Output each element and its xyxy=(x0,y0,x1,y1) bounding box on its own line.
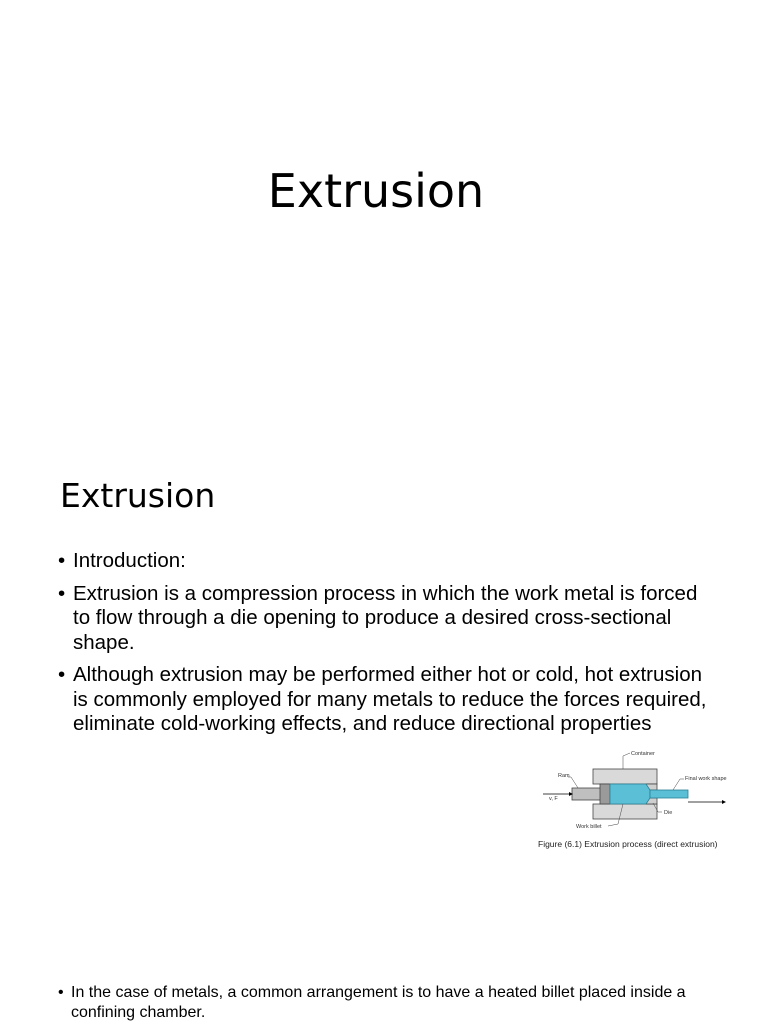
bullet-list xyxy=(58,549,718,745)
label-work-billet: Work billet xyxy=(576,824,602,830)
label-container: Container xyxy=(631,751,655,757)
ram-head xyxy=(600,784,610,804)
container-bottom xyxy=(593,804,657,819)
container-top xyxy=(593,769,657,784)
bottom-bullet-list xyxy=(58,983,738,1023)
label-final-shape: Final work shape xyxy=(685,776,727,782)
ram xyxy=(572,788,602,800)
work-billet xyxy=(610,784,650,804)
figure-caption: Figure (6.1) Extrusion process (direct extrusion) xyxy=(538,839,718,849)
bullet-definition: • Extrusion is a compression process in which the work metal is forced to flow through a die opening to produce a desired cross-sectional shape. xyxy=(58,582,718,656)
bullet-hot-cold: • Although extrusion may be performed either hot or cold, hot extrusion is commonly employed for many metals to reduce the forces required, eliminate cold-working effects, and reduce directional properties xyxy=(58,663,718,737)
label-force: v, F xyxy=(549,796,558,802)
slide-title: Extrusion xyxy=(267,164,485,218)
extrusion-diagram xyxy=(538,748,730,852)
bullet-metals-arrangement: • In the case of metals, a common arrangement is to have a heated billet placed inside a confining chamber. xyxy=(58,983,738,1023)
label-ram: Ram xyxy=(558,773,570,779)
label-die: Die xyxy=(664,810,673,816)
final-work-shape xyxy=(650,790,688,798)
bullet-introduction: • Introduction: xyxy=(58,549,718,574)
section-title: Extrusion xyxy=(60,476,216,515)
